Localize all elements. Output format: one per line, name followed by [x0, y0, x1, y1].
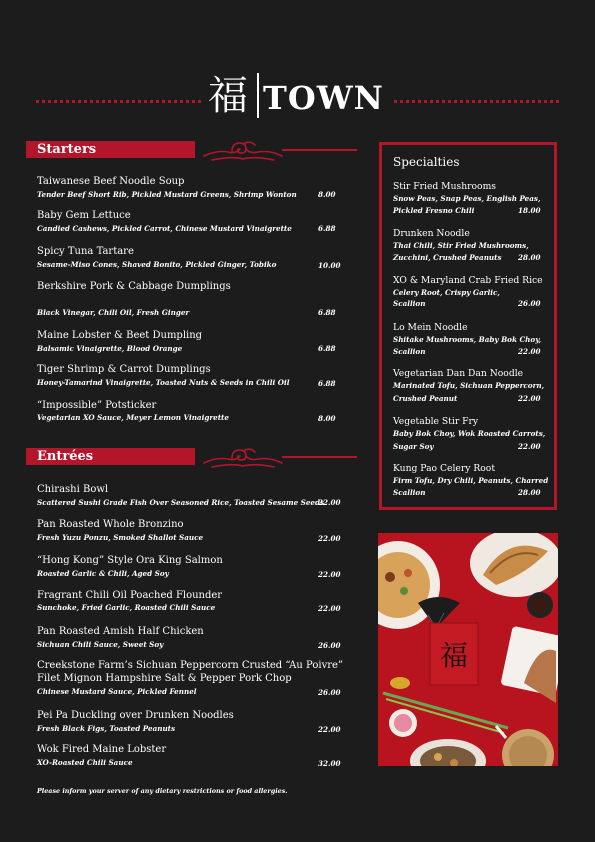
- specialty-price: 28.00: [518, 253, 541, 262]
- specialty-price: 22.00: [518, 394, 541, 403]
- menu-item-name-continued: Filet Mignon Hampshire Salt & Pepper Pork Chop: [37, 673, 292, 684]
- menu-item-price: 22.00: [318, 498, 341, 507]
- specialty-name: Kung Pao Celery Root: [393, 463, 496, 474]
- menu-item-desc: Chinese Mustard Sauce, Pickled Fennel: [37, 687, 197, 696]
- menu-item-name: Pan Roasted Amish Half Chicken: [37, 626, 204, 637]
- menu-item-desc: Honey-Tamarind Vinaigrette, Toasted Nuts & Seeds in Chili Oil: [37, 378, 290, 387]
- menu-item-name: Tiger Shrimp & Carrot Dumplings: [37, 364, 211, 375]
- menu-item-desc: Sesame-Miso Cones, Shaved Bonito, Pickled Ginger, Tobiko: [37, 260, 277, 269]
- cloud-ornament-icon: [202, 138, 284, 162]
- menu-item-price: 22.00: [318, 534, 341, 543]
- specialty-desc: Sugar Soy: [393, 442, 434, 451]
- specialty-name: XO & Maryland Crab Fried Rice: [393, 275, 543, 286]
- menu-item-price: 6.88: [318, 224, 336, 233]
- menu-item-desc: Scattered Sushi Grade Fish Over Seasoned Rice, Toasted Sesame Seeds: [37, 498, 325, 507]
- food-photo-illustration: [378, 533, 558, 766]
- specialty-name: Stir Fried Mushrooms: [393, 181, 497, 192]
- menu-item-name: Baby Gem Lettuce: [37, 210, 131, 221]
- menu-item-price: 10.00: [318, 261, 341, 270]
- specialty-desc: Zucchini, Crushed Peanuts: [393, 253, 502, 262]
- menu-item-desc: Fresh Yuzu Ponzu, Smoked Shallot Sauce: [37, 533, 204, 542]
- menu-item-desc: Sunchoke, Fried Garlic, Roasted Chili Sauce: [37, 603, 216, 612]
- menu-item-desc: Candied Cashews, Pickled Carrot, Chinese Mustard Vinaigrette: [37, 224, 292, 233]
- specialty-desc: Thai Chili, Stir Fried Mushrooms,: [393, 241, 529, 250]
- menu-item-name: Pei Pa Duckling over Drunken Noodles: [37, 710, 234, 721]
- menu-item-desc: Roasted Garlic & Chili, Aged Soy: [37, 569, 169, 578]
- entrees-header-line: [282, 456, 357, 458]
- header-divider-right: [394, 100, 559, 103]
- logo-separator: [257, 73, 259, 118]
- specialty-desc: Marinated Tofu, Sichuan Peppercorn,: [393, 381, 545, 390]
- menu-item-name: “Impossible” Potsticker: [37, 400, 157, 411]
- menu-item-price: 22.00: [318, 725, 341, 734]
- logo-character: 福: [208, 73, 248, 119]
- specialty-price: 22.00: [518, 442, 541, 451]
- menu-item-name: Spicy Tuna Tartare: [37, 246, 134, 257]
- specialty-name: Vegetarian Dan Dan Noodle: [393, 368, 524, 379]
- menu-item-price: 26.00: [318, 641, 341, 650]
- menu-item-desc: Fresh Black Figs, Toasted Peanuts: [37, 724, 176, 733]
- specialties-title: Specialties: [393, 155, 460, 169]
- menu-item-name: “Hong Kong” Style Ora King Salmon: [37, 555, 223, 566]
- menu-item-price: 22.00: [318, 604, 341, 613]
- specialty-desc: Scallion: [393, 347, 426, 356]
- allergy-note: Please inform your server of any dietary restrictions or food allergies.: [37, 787, 288, 795]
- specialty-desc: Snow Peas, Snap Peas, English Peas,: [393, 194, 541, 203]
- menu-item-name: Creekstone Farm’s Sichuan Peppercorn Crusted “Au Poivre”: [37, 660, 344, 671]
- menu-item-name: Pan Roasted Whole Bronzino: [37, 519, 184, 530]
- specialty-price: 28.00: [518, 488, 541, 497]
- menu-item-price: 26.00: [318, 688, 341, 697]
- specialty-desc: Scallion: [393, 488, 426, 497]
- specialty-price: 22.00: [518, 347, 541, 356]
- menu-item-name: Chirashi Bowl: [37, 484, 109, 495]
- menu-item-desc: Balsamic Vinaigrette, Blood Orange: [37, 344, 183, 353]
- specialty-price: 18.00: [518, 206, 541, 215]
- menu-item-price: 6.88: [318, 344, 336, 353]
- menu-item-price: 6.88: [318, 379, 336, 388]
- food-photo: [378, 533, 558, 766]
- menu-item-price: 22.00: [318, 570, 341, 579]
- specialty-desc: Crushed Peanut: [393, 394, 458, 403]
- menu-item-price: 6.88: [318, 308, 336, 317]
- specialty-desc: Scallion: [393, 299, 426, 308]
- menu-item-desc: Black Vinegar, Chili Oil, Fresh Ginger: [37, 308, 190, 317]
- menu-item-name: Fragrant Chili Oil Poached Flounder: [37, 590, 223, 601]
- specialty-name: Lo Mein Noodle: [393, 322, 468, 333]
- header-divider-left: [36, 100, 201, 103]
- svg-text:福: 福: [439, 639, 469, 672]
- menu-item-price: 8.00: [318, 190, 336, 199]
- specialty-desc: Firm Tofu, Dry Chili, Peanuts, Charred: [393, 476, 549, 485]
- specialty-desc: Shitake Mushrooms, Baby Bok Choy,: [393, 335, 542, 344]
- specialty-name: Drunken Noodle: [393, 228, 470, 239]
- specialty-price: 26.00: [518, 299, 541, 308]
- specialty-name: Vegetable Stir Fry: [393, 416, 479, 427]
- entrees-title: Entrées: [37, 449, 94, 464]
- starters-header-line: [282, 149, 357, 151]
- specialty-desc: Celery Root, Crispy Garlic,: [393, 288, 500, 297]
- menu-item-desc: Tender Beef Short Rib, Pickled Mustard Greens, Shrimp Wonton: [37, 190, 297, 199]
- logo-wordmark: TOWN: [263, 79, 384, 117]
- menu-item-price: 8.00: [318, 414, 336, 423]
- menu-item-name: Berkshire Pork & Cabbage Dumplings: [37, 281, 231, 292]
- menu-item-price: 32.00: [318, 759, 341, 768]
- menu-item-desc: Sichuan Chili Sauce, Sweet Soy: [37, 640, 164, 649]
- menu-item-desc: Vegetarian XO Sauce, Meyer Lemon Vinaigrette: [37, 413, 229, 422]
- specialty-desc: Baby Bok Choy, Wok Roasted Carrots,: [393, 429, 546, 438]
- menu-item-name: Wok Fired Maine Lobster: [37, 744, 167, 755]
- cloud-ornament-icon: [202, 445, 284, 469]
- menu-item-name: Maine Lobster & Beet Dumpling: [37, 330, 203, 341]
- menu-item-desc: XO-Roasted Chili Sauce: [37, 758, 133, 767]
- starters-title: Starters: [37, 142, 97, 157]
- menu-item-name: Taiwanese Beef Noodle Soup: [37, 176, 185, 187]
- specialty-desc: Pickled Fresno Chili: [393, 206, 475, 215]
